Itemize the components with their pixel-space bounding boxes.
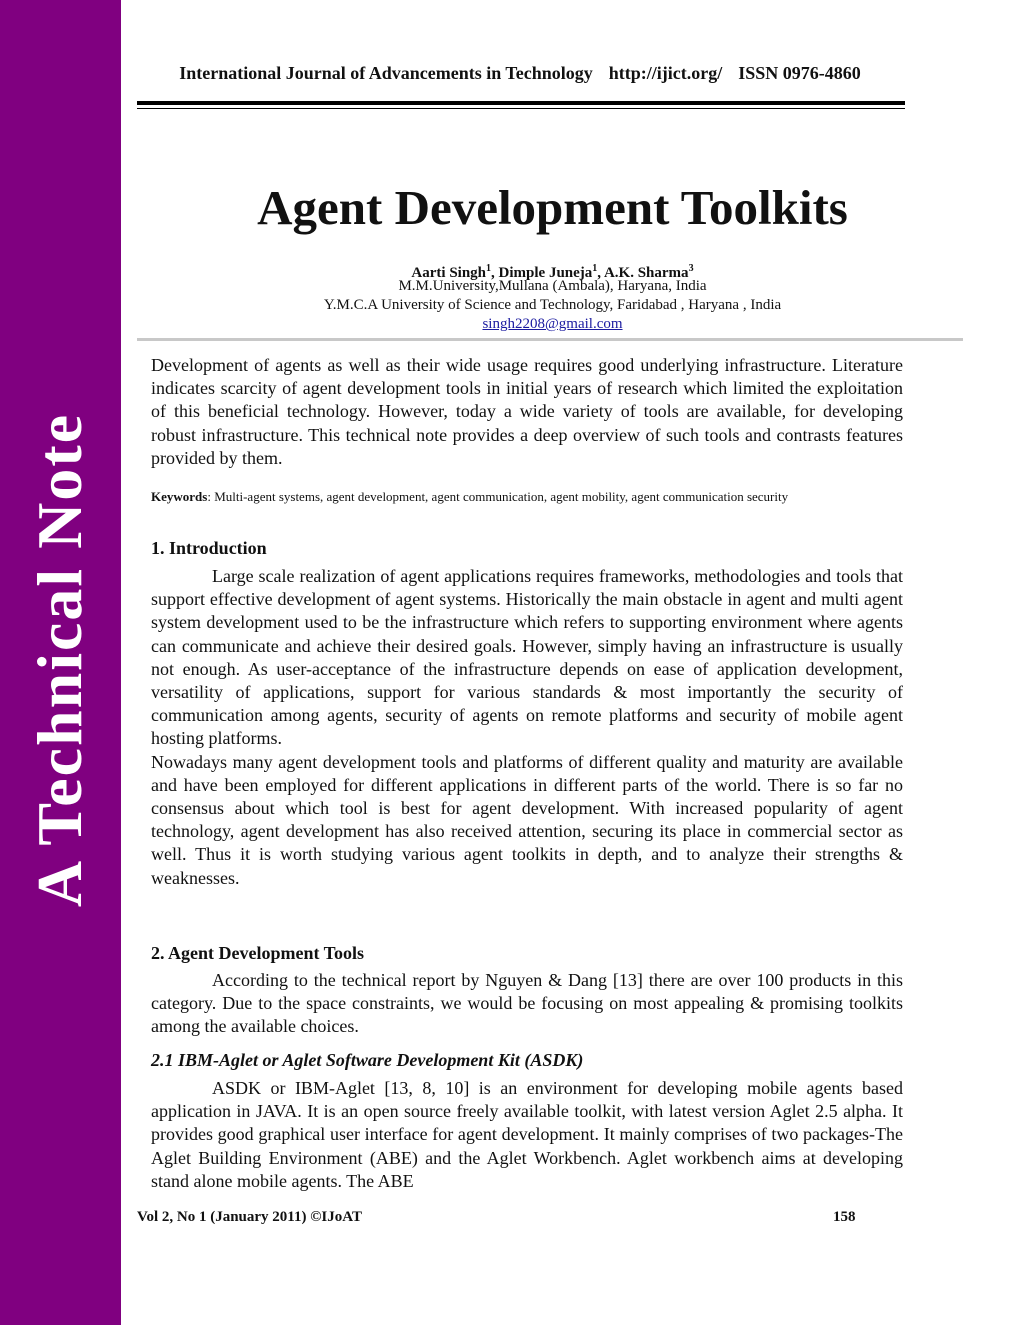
header-rule-thick <box>137 101 905 105</box>
section-heading-introduction: 1. Introduction <box>151 538 267 558</box>
paragraph: Large scale realization of agent applications requires frameworks, methodologies and tools that support effective development of agent systems. Historically the main obstacle in agent and multi agent system development used to be the infrastructure which refers to supporting environment where agents can communicate and achieve their desired goals. However, simply having an infrastructure is usually not enough. As user-acceptance of the infrastructure depends on ease of application development, versatility of applications, support for various standards & most importantly the security of communication among agents, security of agents on remote platforms and security of mobile agent hosting platforms. <box>151 566 903 749</box>
sidebar-band <box>0 0 121 1325</box>
journal-issn: ISSN 0976-4860 <box>738 63 861 83</box>
agent-tools-body <box>151 969 903 1039</box>
abstract <box>151 354 903 470</box>
journal-header <box>137 63 903 84</box>
introduction-body <box>151 565 903 890</box>
keywords-line <box>151 488 903 506</box>
keywords-label: Keywords <box>151 489 208 504</box>
header-rule-thin <box>137 108 905 109</box>
author-separator: , <box>597 265 604 281</box>
paper-title: Agent Development Toolkits <box>257 180 848 235</box>
affiliation-2: Y.M.C.A University of Science and Technology, Faridabad , Haryana , India <box>323 297 782 313</box>
author-affil-mark: 1 <box>592 263 598 274</box>
affiliation-1: M.M.University,Mullana (Ambala), Haryana, India <box>398 278 707 294</box>
author-name: Dimple Juneja <box>498 265 593 281</box>
aglet-body <box>151 1077 903 1193</box>
journal-url[interactable]: http://ijict.org/ <box>608 63 723 83</box>
section-heading-agent-tools: 2. Agent Development Tools <box>151 943 365 963</box>
author-name: A.K. Sharma <box>603 265 689 281</box>
author-separator: , <box>491 265 499 281</box>
paragraph: According to the technical report by Nguyen & Dang [13] there are over 100 products in this category. Due to the space constraints, we would be focusing on most appealing & promising toolkits among the available choices. <box>151 970 903 1037</box>
abstract-divider <box>137 338 963 341</box>
author-email-link[interactable]: singh2208@gmail.com <box>482 316 623 332</box>
paragraph: Nowadays many agent development tools and platforms of different quality and maturity are available and have been employed for different applications in different parts of the world. There is so far no consensus about which tool is best for agent development. With increased popularity of agent technology, agent development has also received attention, securing its place in commercial sector as well. Thus it is worth studying various agent toolkits in depth, and to analyze their strengths & weaknesses. <box>151 751 903 888</box>
author-affil-mark: 1 <box>486 263 492 274</box>
keywords-text: : Multi-agent systems, agent development, agent communication, agent mobility, agent communication security <box>207 489 789 504</box>
paragraph: ASDK or IBM-Aglet [13, 8, 10] is an environment for developing mobile agents based application in JAVA. It is an open source freely available toolkit, with latest version Aglet 2.5 alpha. It provides good graphical user interface for agent development. It mainly comprises of two packages-The Aglet Building Environment (ABE) and the Aglet Workbench. Aglet workbench aims at developing stand alone mobile agents. The ABE <box>151 1078 903 1191</box>
sidebar-label: A Technical Note <box>24 412 95 908</box>
author-affil-mark: 3 <box>688 263 694 274</box>
footer-citation: Vol 2, No 1 (January 2011) ©IJoAT <box>137 1209 362 1225</box>
email-line <box>200 315 905 334</box>
subsection-heading-aglet: 2.1 IBM-Aglet or Aglet Software Development Kit (ASDK) <box>151 1050 584 1070</box>
author-name: Aarti Singh <box>411 265 487 281</box>
page-number: 158 <box>833 1209 856 1225</box>
abstract-text: Development of agents as well as their wide usage requires good underlying infrastructure. Literature indicates scarcity of agent development tools in initial years of research which limited the exploitation of this beneficial technology. However, today a wide variety of tools are available, for developing robust infrastructure. This technical note provides a deep overview of such tools and contrasts features provided by them. <box>151 355 903 468</box>
journal-name: International Journal of Advancements in Technology <box>179 63 593 83</box>
